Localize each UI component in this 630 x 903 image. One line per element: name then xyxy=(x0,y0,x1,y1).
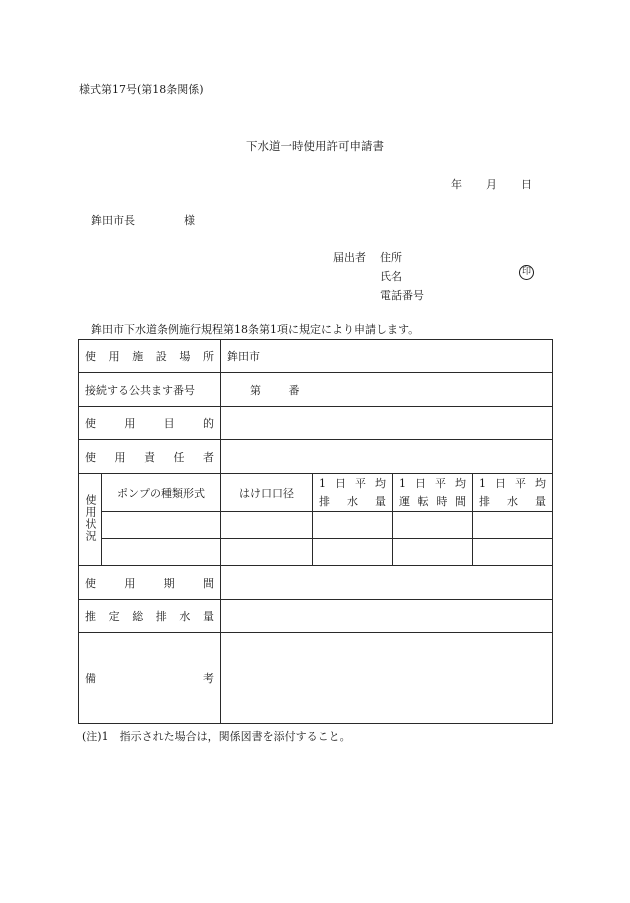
daily-operation-header xyxy=(393,474,473,512)
addressee: 鉾田市長 xyxy=(91,214,135,227)
daily-avg-line-2: 1 日 平 均 xyxy=(399,476,466,490)
responsible-text: 使 用 責 任 者 xyxy=(85,450,214,464)
basin-suffix: 番 xyxy=(288,383,300,397)
pump-type-cell-2[interactable] xyxy=(102,539,221,566)
row-status-entry-2 xyxy=(79,539,553,566)
public-basin-field[interactable] xyxy=(221,373,553,407)
period-label xyxy=(79,566,221,600)
remarks-text: 備 考 xyxy=(85,672,214,685)
application-statement: 鉾田市下水道条例施行規程第18条第1項に規定により申請します。 xyxy=(91,323,420,336)
address-label: 住所 xyxy=(380,251,402,264)
daily-discharge-header-1 xyxy=(313,474,393,512)
daily-discharge-header-2 xyxy=(473,474,553,512)
total-text: 推 定 総 排 水 量 xyxy=(85,610,214,623)
usage-location-text: 使 用 施 設 場 所 xyxy=(85,350,214,363)
basin-prefix: 第 xyxy=(250,383,261,397)
row-total xyxy=(79,600,553,633)
row-purpose xyxy=(79,407,553,440)
phone-label: 電話番号 xyxy=(380,289,424,302)
row-public-basin xyxy=(79,373,553,407)
row-responsible xyxy=(79,440,553,474)
purpose-field[interactable] xyxy=(221,407,553,440)
purpose-label xyxy=(79,407,221,440)
row-period xyxy=(79,566,553,600)
bore-cell-1[interactable] xyxy=(221,512,313,539)
public-basin-label: 接続する公共ます番号 xyxy=(79,373,221,407)
form-number: 様式第17号(第18条関係) xyxy=(79,83,204,96)
date-day-label: 日 xyxy=(521,178,532,191)
remarks-label xyxy=(79,633,221,724)
discharge-cell-2a[interactable] xyxy=(313,539,393,566)
total-field[interactable] xyxy=(221,600,553,633)
row-status-entry-1 xyxy=(79,512,553,539)
discharge-line-1: 排 水 量 xyxy=(319,494,386,508)
usage-location-value: 鉾田市 xyxy=(227,350,260,363)
operation-hours-line: 運 転 時 間 xyxy=(399,494,466,508)
period-field[interactable] xyxy=(221,566,553,600)
daily-avg-line-3: 1 日 平 均 xyxy=(479,476,546,490)
discharge-cell-2b[interactable] xyxy=(473,539,553,566)
date-year-label: 年 xyxy=(451,178,462,191)
discharge-cell-1b[interactable] xyxy=(473,512,553,539)
usage-status-label: 使用状況 xyxy=(79,474,102,566)
operation-cell-2[interactable] xyxy=(393,539,473,566)
applicant-heading: 届出者 xyxy=(333,251,366,264)
document-title: 下水道一時使用許可申請書 xyxy=(246,139,384,153)
seal-mark: 印 xyxy=(519,265,534,280)
discharge-line-2: 排 水 量 xyxy=(479,494,546,508)
responsible-field[interactable] xyxy=(221,440,553,474)
honorific: 様 xyxy=(184,214,195,227)
name-label: 氏名 xyxy=(380,270,402,283)
row-remarks xyxy=(79,633,553,724)
pump-type-cell-1[interactable] xyxy=(102,512,221,539)
discharge-cell-1a[interactable] xyxy=(313,512,393,539)
pump-type-header: ポンプの種類形式 xyxy=(102,474,221,512)
purpose-text: 使 用 目 的 xyxy=(85,417,214,430)
responsible-label xyxy=(79,440,221,474)
usage-location-field[interactable] xyxy=(221,340,553,373)
usage-location-label xyxy=(79,340,221,373)
bore-header: はけ口口径 xyxy=(221,474,313,512)
application-form-table xyxy=(78,339,553,724)
period-text: 使 用 期 間 xyxy=(85,576,214,590)
date-month-label: 月 xyxy=(486,178,497,191)
total-label xyxy=(79,600,221,633)
row-status-header xyxy=(79,474,553,512)
footnote: (注)1 指示された場合は，関係図書を添付すること。 xyxy=(82,730,351,743)
row-usage-location xyxy=(79,340,553,373)
operation-cell-1[interactable] xyxy=(393,512,473,539)
bore-cell-2[interactable] xyxy=(221,539,313,566)
daily-avg-line-1: 1 日 平 均 xyxy=(319,476,386,490)
remarks-field[interactable] xyxy=(221,633,553,724)
